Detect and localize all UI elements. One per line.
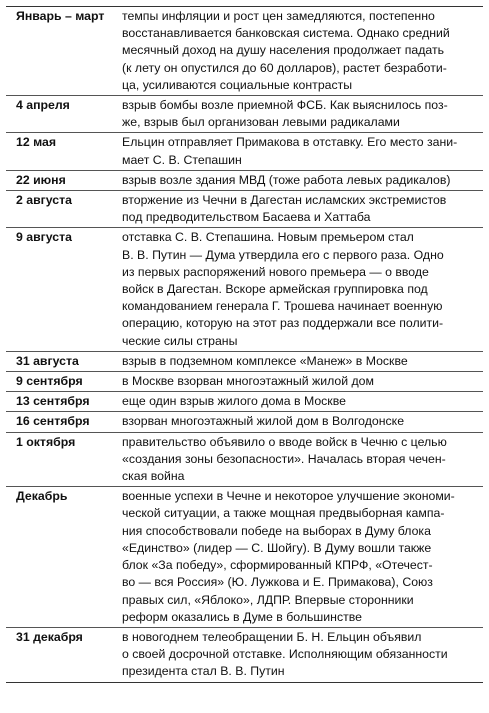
- event-cell: [122, 627, 483, 682]
- date-cell: 12 мая: [6, 133, 122, 170]
- table-row: [6, 133, 483, 170]
- table-row: [6, 170, 483, 190]
- event-text: взрыв в подземном комплексе «Манеж» в Москве: [122, 353, 408, 368]
- event-cell: [122, 96, 483, 133]
- date-cell: 9 сентября: [6, 372, 122, 392]
- event-cell: [122, 392, 483, 412]
- event-cell: [122, 432, 483, 487]
- event-cell: [122, 372, 483, 392]
- date-cell: 1 октября: [6, 432, 122, 487]
- date-cell: 9 августа: [6, 228, 122, 351]
- event-text: военные успехи в Чечне и некоторое улучшение экономи- ческой ситуации, а также мощная предвыборная кампа- ния способствовали победе на выборах в Думу блока «Единство» (лидер — С. Шойгу). В Думу вошли также блок «За победу», сформированный КПРФ, «Отечест- во — вся Россия» (Ю. Лужкова и Е. Примакова), Союз правых сил, «Яблоко», ЛДПР. Впервые сторонники реформ оказались в Думе в большинстве: [122, 489, 455, 624]
- chronology-body: [6, 7, 483, 683]
- table-row: [6, 432, 483, 487]
- date-cell: 4 апреля: [6, 96, 122, 133]
- event-cell: [122, 191, 483, 228]
- event-cell: [122, 412, 483, 432]
- date-cell: Декабрь: [6, 487, 122, 628]
- date-cell: 13 сентября: [6, 392, 122, 412]
- table-row: [6, 627, 483, 682]
- date-cell: 16 сентября: [6, 412, 122, 432]
- event-text: взорван многоэтажный жилой дом в Волгодонске: [122, 414, 405, 429]
- event-text: еще один взрыв жилого дома в Москве: [122, 394, 346, 409]
- table-row: [6, 372, 483, 392]
- date-cell: 2 августа: [6, 191, 122, 228]
- event-text: в новогоднем телеобращении Б. Н. Ельцин объявил о своей досрочной отставке. Исполняющим обязанности президента стал В. В. Путин: [122, 629, 448, 679]
- chronology-table: [6, 6, 483, 683]
- event-cell: [122, 133, 483, 170]
- event-cell: [122, 170, 483, 190]
- event-text: в Москве взорван многоэтажный жилой дом: [122, 374, 374, 389]
- table-row: [6, 487, 483, 628]
- table-row: [6, 228, 483, 351]
- date-cell: 22 июня: [6, 170, 122, 190]
- date-cell: 31 декабря: [6, 627, 122, 682]
- event-text: Ельцин отправляет Примакова в отставку. Его место зани- мает С. В. Степашин: [122, 135, 458, 167]
- table-row: [6, 191, 483, 228]
- event-text: правительство объявило о вводе войск в Чечню с целью «создания зоны безопасности». Началась вторая чечен- ская война: [122, 434, 447, 484]
- event-cell: [122, 228, 483, 351]
- date-cell: Январь – март: [6, 7, 122, 96]
- event-cell: [122, 7, 483, 96]
- table-row: [6, 7, 483, 96]
- event-text: взрыв бомбы возле приемной ФСБ. Как выяснилось поз- же, взрыв был организован левыми радикалами: [122, 98, 448, 130]
- event-text: отставка С. В. Степашина. Новым премьером стал В. В. Путин — Дума утвердила его с первого раза. Одно из первых распоряжений нового премьера — о вводе войск в Дагестан. Вскоре армейская группировка под командованием генерала Г. Трошева начинает военную операцию, которую на этот раз поддержали все полити- ческие силы страны: [122, 230, 444, 348]
- event-text: взрыв возле здания МВД (тоже работа левых радикалов): [122, 172, 451, 187]
- event-text: вторжение из Чечни в Дагестан исламских экстремистов под предводительством Басаева и Хаттаба: [122, 193, 447, 225]
- date-cell: 31 августа: [6, 351, 122, 371]
- table-row: [6, 412, 483, 432]
- table-row: [6, 392, 483, 412]
- event-text: темпы инфляции и рост цен замедляются, постепенно восстанавливается банковская система. Однако средний месячный доход на душу населения продолжает падать (к лету он опустился до 60 долларов), растет безработи- ца, усиливаются социальные контрасты: [122, 9, 450, 92]
- event-cell: [122, 351, 483, 371]
- table-row: [6, 96, 483, 133]
- event-cell: [122, 487, 483, 628]
- table-row: [6, 351, 483, 371]
